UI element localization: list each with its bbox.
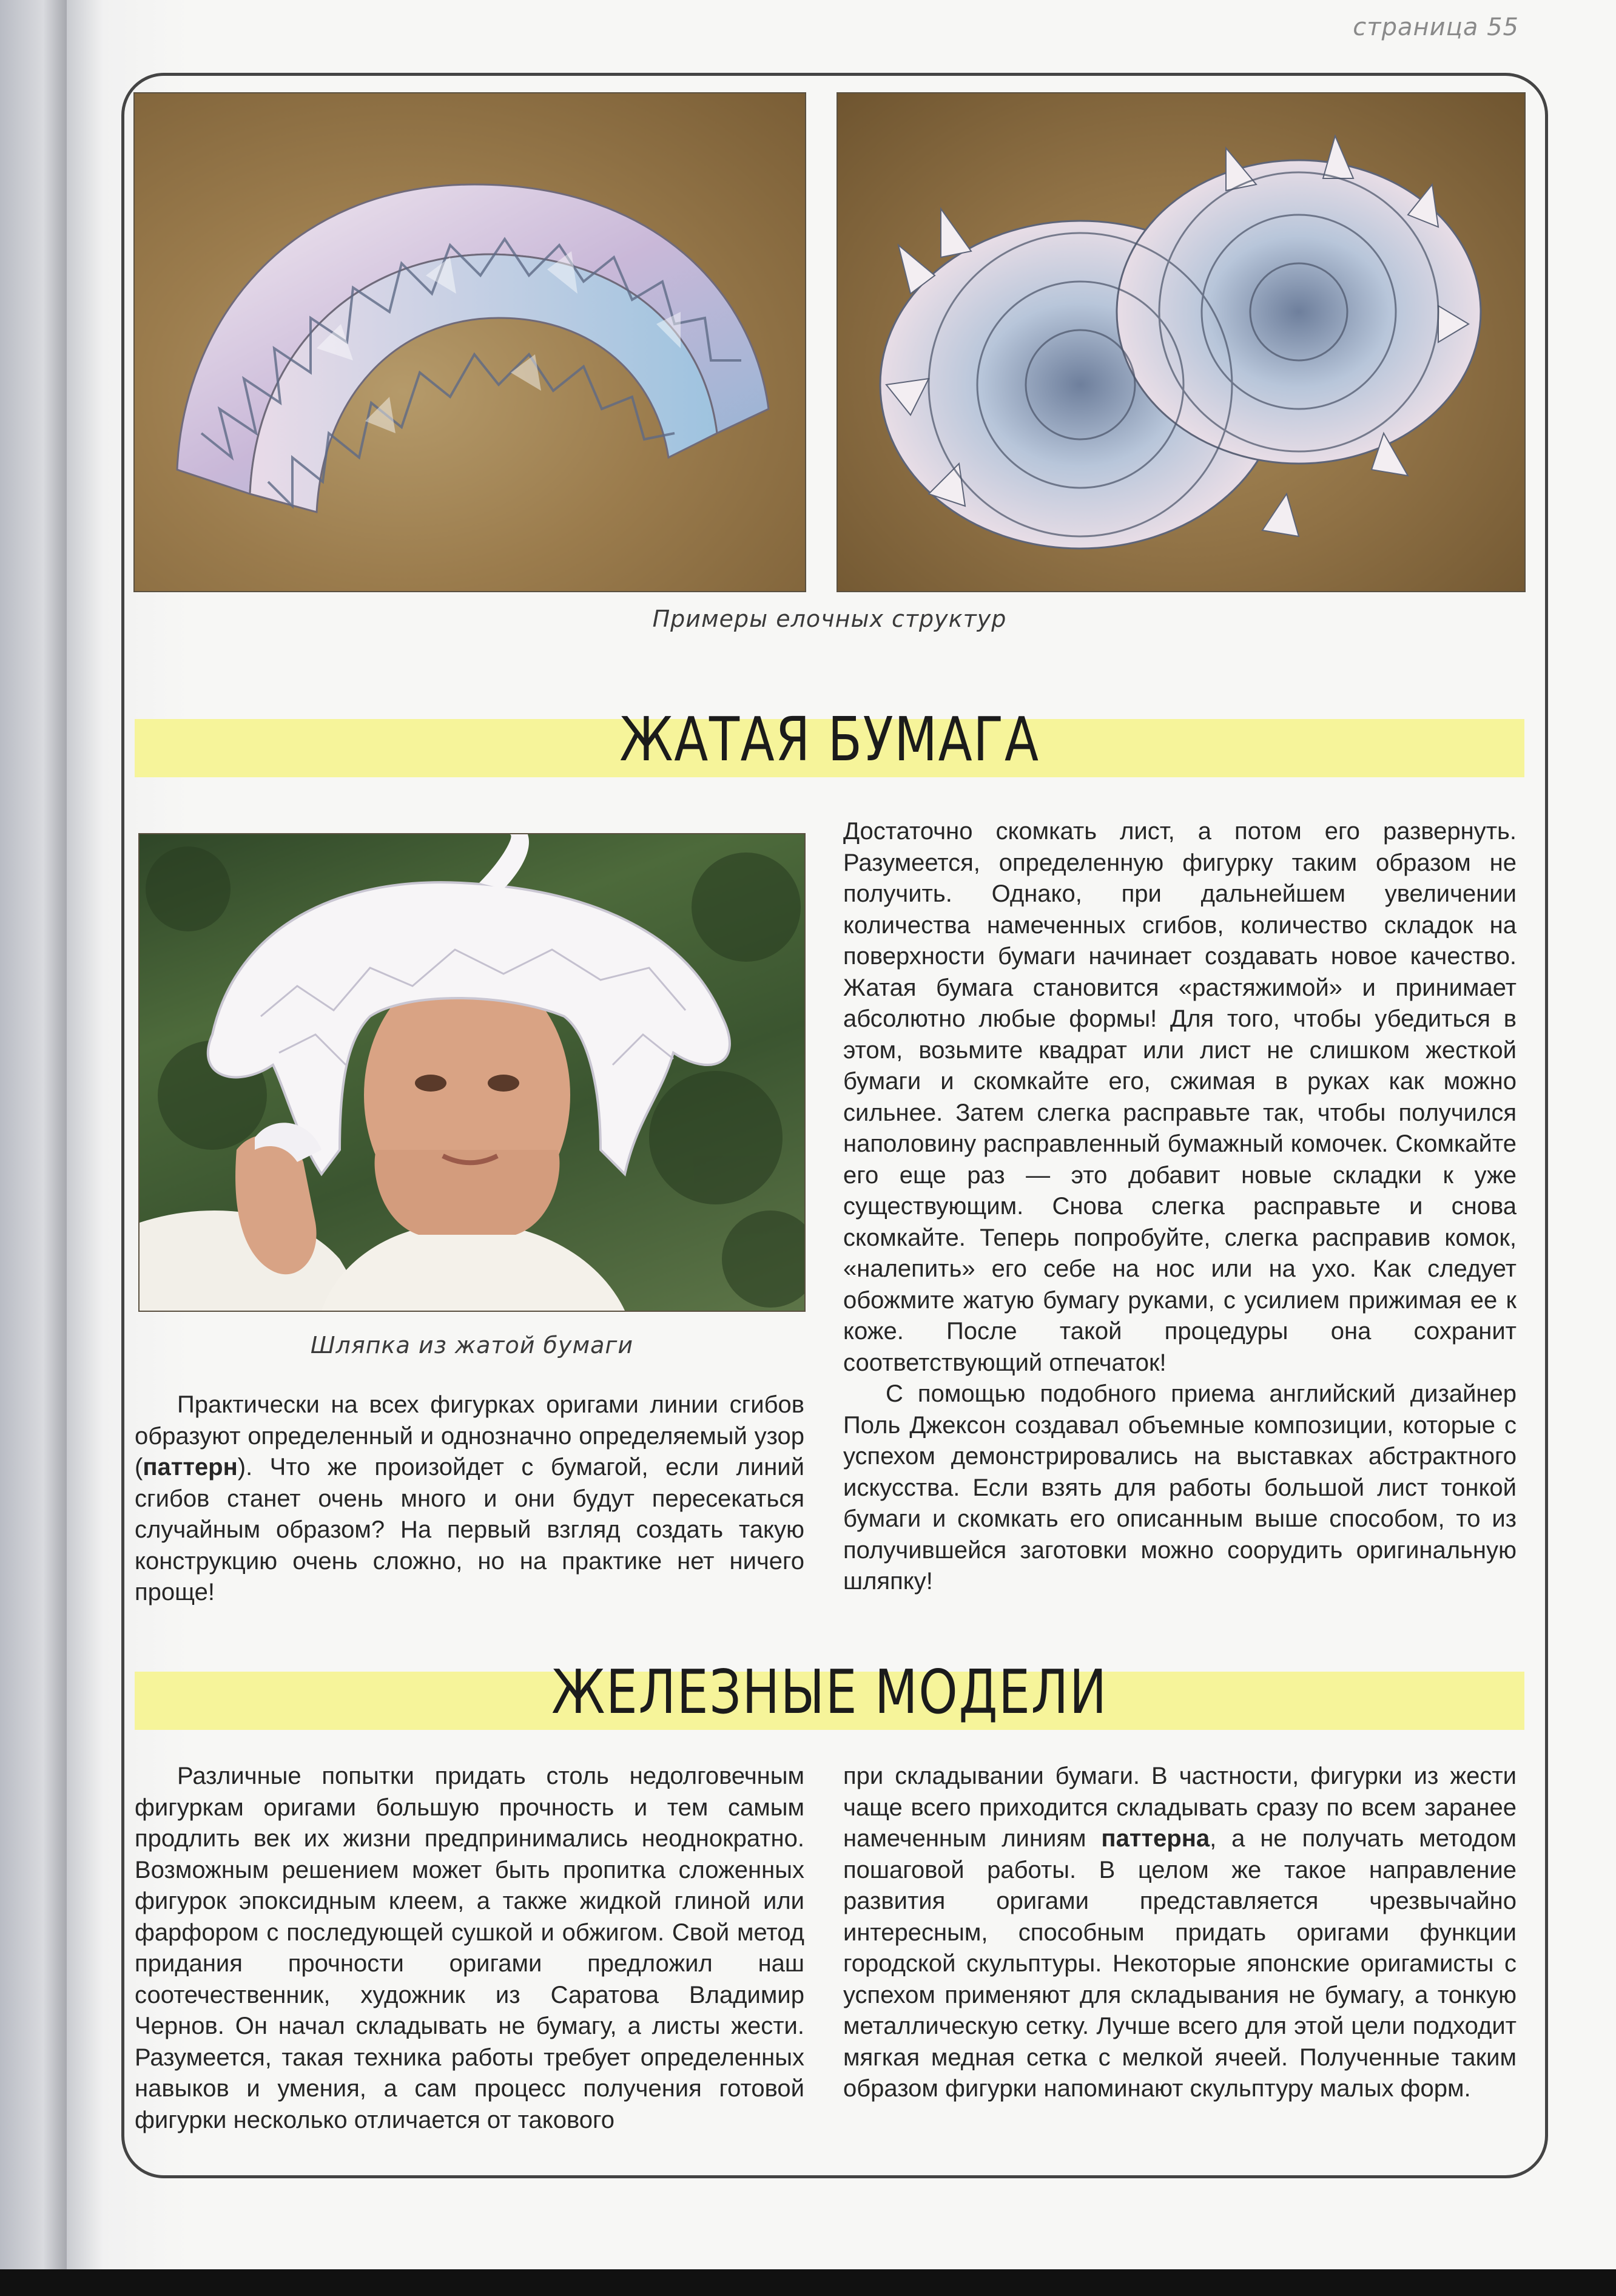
term-pattern: паттерна (1101, 1825, 1210, 1852)
paragraph: С помощью подобного приема английский дизайнер Поль Джексон создавал объемные композиции, которые с успехом демонстрировались на выставках абстрактного искусства. Если взять для работы большой лист тонкой бумаги и скомкать его описанным выше способом, то из получившейся заготовки можно соорудить оригинальную шляпку! (843, 1380, 1517, 1595)
text-run: при складывании бумаги. В частности, фигурки из жести чаще всего приходится складывать сразу по всем заранее намеченным линиям (843, 1763, 1517, 1852)
section-title-crumpled-paper: ЖАТАЯ БУМАГА (619, 704, 1040, 775)
iron-models-text-right-column (843, 1761, 1517, 2105)
herringbone-structure-photo-2 (838, 93, 1524, 591)
photo-caption-hat: Шляпка из жатой бумаги (310, 1332, 634, 1359)
paragraph: Различные попытки придать столь недолговечным фигуркам оригами большую прочность и тем самым продлить век их жизни предпринимались неоднократно. Возможным решением может быть пропитка сложенных фигурок эпоксидным клеем, а также жидкой глиной или фарфором с последующей сушкой и обжигом. Свой метод придания прочности оригами предложил наш соотечественник, художник из Саратова Владимир Чернов. Он начал складывать не бумагу, а листы жести. Разумеется, такая техника работы требует определенных навыков и умения, а сам процесс получения готовой фигурки несколько отличается от такового (135, 1763, 804, 2133)
crumpled-paper-hat-photo (140, 834, 804, 1311)
paragraph: Достаточно скомкать лист, а потом его развернуть. Разумеется, определенную фигурку таким образом не получить. Однако, при дальнейшем увеличении количества намеченных сгибов, количество складок на поверхности бумаги начинает создавать новое качество. Жатая бумага становится «растяжимой» и принимает абсолютно любые формы! Для того, чтобы убедиться в этом, возьмите квадрат или лист не слишком жесткой бумаги и скомкайте его, сжимая в руках как можно сильнее. Затем слегка расправьте так, чтобы получился наполовину расправленный бумажный комочек. Скомкайте его еще раз — это добавит новые складки к уже существующим. Снова слегка расправьте и снова скомкайте. Теперь попробуйте, слегка расправив комок, «налепить» его себе на нос или на ухо. Как следует обожмите жатую бумагу руками, с усилием прижимая ее к коже. После такой процедуры она сохранит соответствующий отпечаток! (843, 818, 1517, 1376)
paragraph (843, 1761, 1517, 2105)
crumpled-paper-text-right-column (843, 816, 1517, 1598)
text-run: ). Что же произойдет с бумагой, если линий сгибов станет очень много и они будут пересекаться случайным образом? На первый взгляд создать такую конструкцию очень сложно, но на практике нет ничего проще! (135, 1454, 804, 1606)
herringbone-structure-photo-1 (135, 93, 805, 591)
iron-models-text-left-column (135, 1761, 804, 2136)
crumpled-paper-text-left-column (135, 1389, 804, 1609)
section-title-iron-models: ЖЕЛЕЗНЫЕ МОДЕЛИ (551, 1656, 1108, 1727)
text-run: , а не получать методом пошаговой работы. В целом же такое направление развития оригами представляется чрезвычайно интересным, способным придать оригами функции городской скульптуры. Некоторые японские оригамисты с успехом применяют для складывания не бумагу, а тонкую металлическую сетку. Лучше всего для этой цели подходит мягкая медная сетка с мелкой ячеей. Полученные таким образом фигурки напоминают скульптуру малых форм. (843, 1825, 1517, 2102)
paragraph (135, 1389, 804, 1609)
photo-caption-structures: Примеры елочных структур (652, 606, 1007, 632)
text-run: Практически на всех фигурках оригами линии сгибов образуют определенный и однозначно определяемый узор ( (135, 1391, 804, 1481)
scan-bottom-edge (0, 2269, 1616, 2296)
page-number: страница 55 (1353, 13, 1519, 41)
term-pattern: паттерн (143, 1454, 238, 1481)
